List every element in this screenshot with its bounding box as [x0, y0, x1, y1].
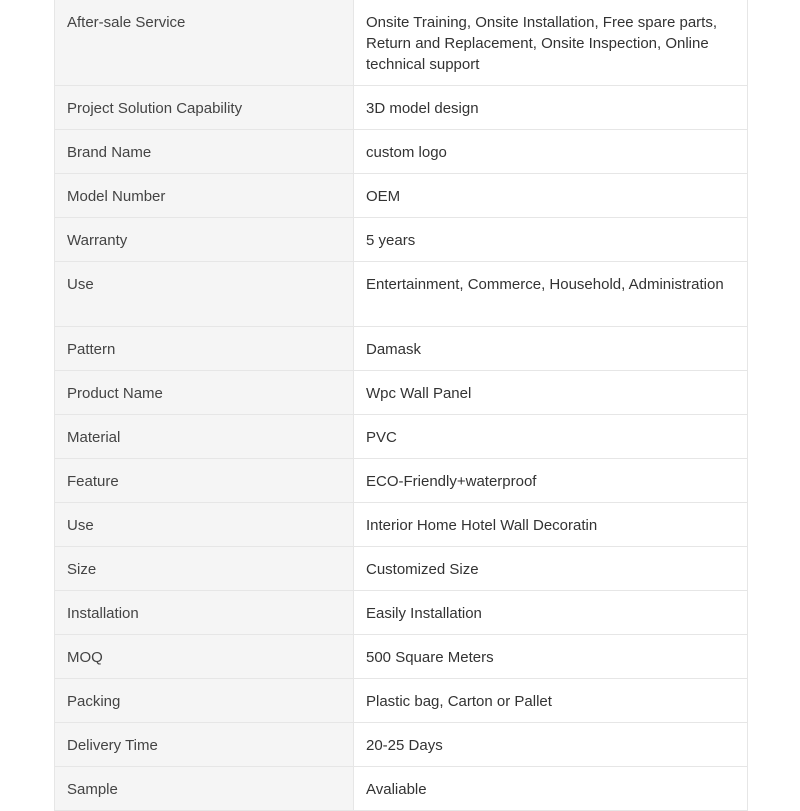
spec-key-cell: Brand Name — [55, 130, 354, 174]
spec-value-cell: OEM — [354, 174, 748, 218]
spec-value-cell: Wpc Wall Panel — [354, 371, 748, 415]
spec-key-cell: Pattern — [55, 327, 354, 371]
spec-key-cell: Delivery Time — [55, 723, 354, 767]
table-row — [55, 218, 748, 262]
spec-value-cell: Avaliable — [354, 767, 748, 811]
spec-value-cell: PVC — [354, 415, 748, 459]
table-row — [55, 723, 748, 767]
table-row — [55, 415, 748, 459]
table-row — [55, 547, 748, 591]
spec-key-cell: Packing — [55, 679, 354, 723]
spec-key-cell: Use — [55, 262, 354, 327]
spec-key-cell: Model Number — [55, 174, 354, 218]
spec-key-cell: Project Solution Capability — [55, 86, 354, 130]
spec-value-cell: 5 years — [354, 218, 748, 262]
table-row — [55, 503, 748, 547]
spec-key-cell: After-sale Service — [55, 0, 354, 86]
spec-value-cell: custom logo — [354, 130, 748, 174]
spec-key-cell: Sample — [55, 767, 354, 811]
spec-key-cell: Feature — [55, 459, 354, 503]
table-row — [55, 130, 748, 174]
spec-key-cell: Installation — [55, 591, 354, 635]
table-row — [55, 0, 748, 86]
spec-key-cell: Size — [55, 547, 354, 591]
table-row — [55, 371, 748, 415]
spec-value-cell: 20-25 Days — [354, 723, 748, 767]
table-row — [55, 679, 748, 723]
spec-value-cell: Entertainment, Commerce, Household, Administration — [354, 262, 748, 327]
spec-value-cell: Onsite Training, Onsite Installation, Free spare parts, Return and Replacement, Onsite Inspection, Online technical support — [354, 0, 748, 86]
spec-value-cell: Damask — [354, 327, 748, 371]
table-row — [55, 262, 748, 327]
spec-key-cell: MOQ — [55, 635, 354, 679]
spec-value-cell: Interior Home Hotel Wall Decoratin — [354, 503, 748, 547]
spec-value-cell: 500 Square Meters — [354, 635, 748, 679]
spec-key-cell: Material — [55, 415, 354, 459]
spec-table — [54, 0, 748, 811]
spec-table-body — [55, 0, 748, 811]
spec-value-cell: Plastic bag, Carton or Pallet — [354, 679, 748, 723]
table-row — [55, 591, 748, 635]
table-row — [55, 174, 748, 218]
table-row — [55, 459, 748, 503]
spec-value-cell: Customized Size — [354, 547, 748, 591]
spec-key-cell: Warranty — [55, 218, 354, 262]
table-row — [55, 635, 748, 679]
spec-value-cell: ECO-Friendly+waterproof — [354, 459, 748, 503]
spec-value-cell: Easily Installation — [354, 591, 748, 635]
spec-key-cell: Use — [55, 503, 354, 547]
spec-key-cell: Product Name — [55, 371, 354, 415]
table-row — [55, 327, 748, 371]
spec-value-cell: 3D model design — [354, 86, 748, 130]
table-row — [55, 86, 748, 130]
table-row — [55, 767, 748, 811]
